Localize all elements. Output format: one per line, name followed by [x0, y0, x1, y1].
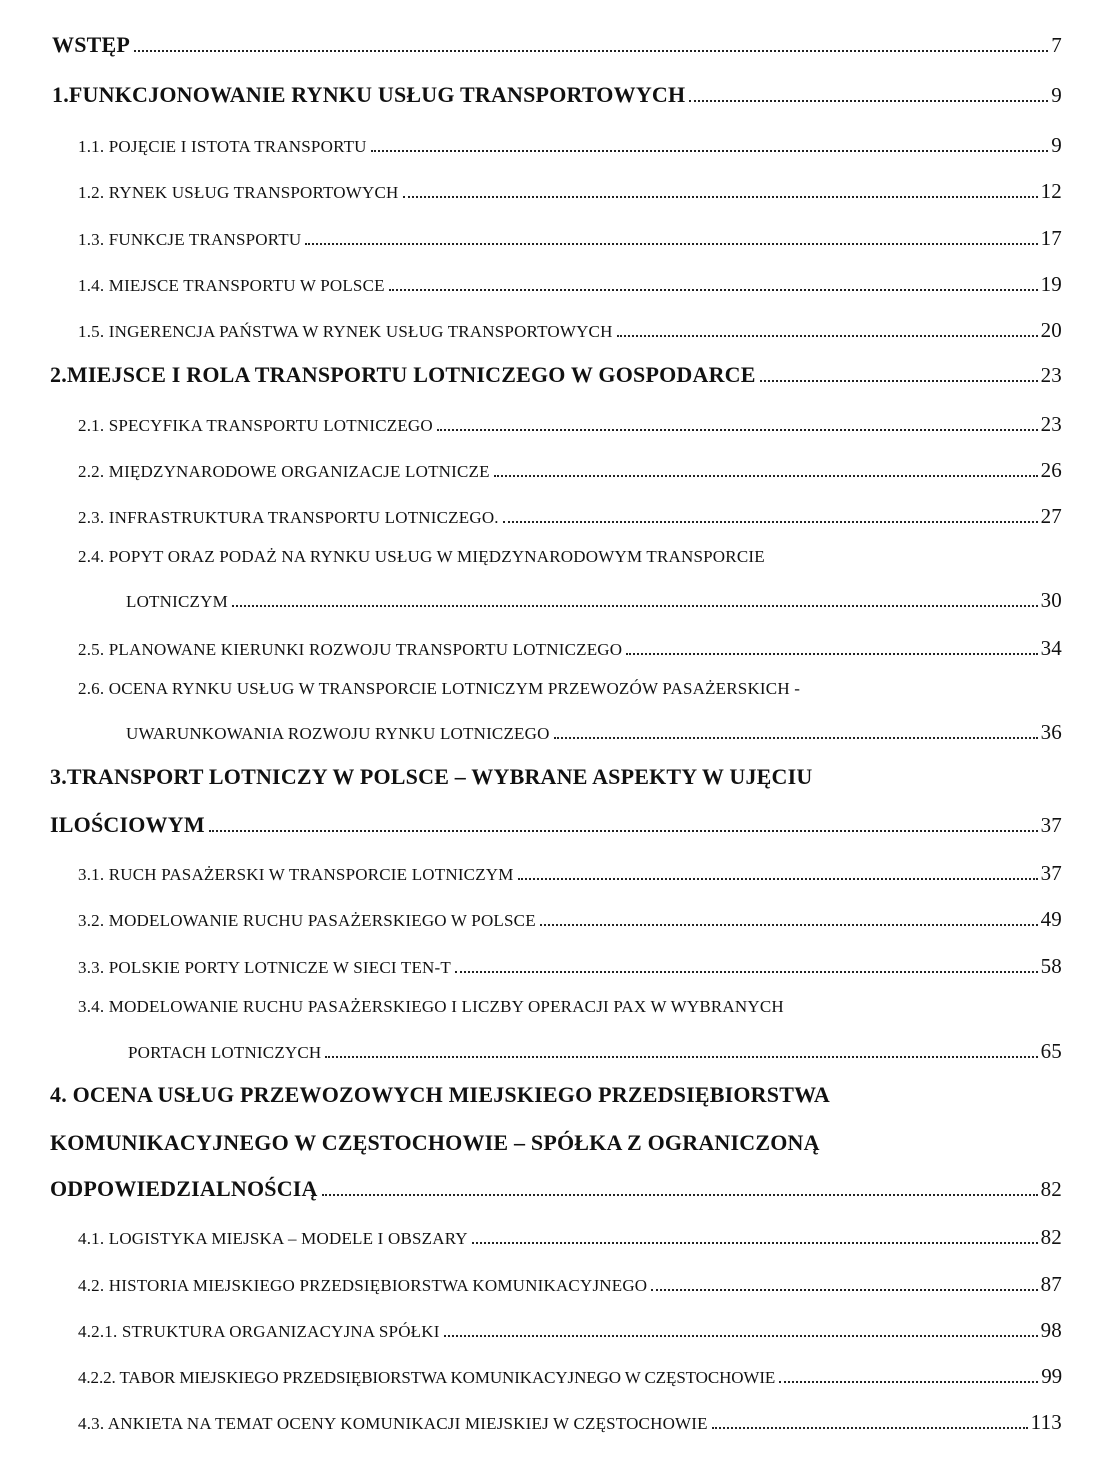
toc-entry-2-4 — [126, 583, 1062, 617]
toc-entry-page: 17 — [1040, 226, 1062, 250]
toc-entry-title: 2.2. MIĘDZYNARODOWE ORGANIZACJE LOTNICZE — [78, 462, 490, 481]
toc-entry-title: 1.3. FUNKCJE TRANSPORTU — [78, 230, 302, 249]
toc-entry-2-6-line-1: 2.6. OCENA RYNKU USŁUG W TRANSPORCIE LOTNICZYM PRZEWOZÓW PASAŻERSKICH - — [78, 679, 801, 698]
toc-entry-chapter-3 — [50, 808, 1062, 842]
toc-entry-page: 27 — [1040, 504, 1062, 528]
toc-entry-title: 4.3. ANKIETA NA TEMAT OCENY KOMUNIKACJI MIEJSKIEJ W CZĘSTOCHOWIE — [78, 1414, 708, 1433]
toc-entry-title: 3.1. RUCH PASAŻERSKI W TRANSPORCIE LOTNICZYM — [78, 865, 514, 884]
dot-leader — [403, 196, 1038, 198]
dot-leader — [455, 971, 1038, 973]
toc-entry-chapter-2 — [50, 358, 1062, 392]
toc-entry-page: 23 — [1040, 363, 1062, 387]
dot-leader — [617, 335, 1038, 337]
dot-leader — [503, 521, 1038, 523]
toc-entry-page: 23 — [1040, 412, 1062, 436]
toc-entry-2-4-line-1: 2.4. POPYT ORAZ PODAŻ NA RYNKU USŁUG W MIĘDZYNARODOWYM TRANSPORCIE — [78, 547, 765, 566]
toc-entry-title: 4.1. LOGISTYKA MIEJSKA – MODELE I OBSZARY — [78, 1229, 468, 1248]
dot-leader — [540, 924, 1038, 926]
toc-entry-page: 20 — [1040, 318, 1062, 342]
dot-leader — [779, 1381, 1038, 1383]
dot-leader — [134, 50, 1048, 52]
toc-entry-page: 9 — [1051, 133, 1062, 157]
toc-entry-1-5 — [78, 313, 1062, 347]
toc-entry-title: 4.2.1. STRUKTURA ORGANIZACYJNA SPÓŁKI — [78, 1322, 440, 1341]
toc-entry-page: 36 — [1040, 720, 1062, 744]
toc-entry-chapter-3-line-1: 3.TRANSPORT LOTNICZY W POLSCE – WYBRANE ASPEKTY W UJĘCIU — [50, 764, 813, 789]
toc-entry-3-4 — [128, 1034, 1062, 1068]
toc-entry-title: 4.2. HISTORIA MIEJSKIEGO PRZEDSIĘBIORSTWA KOMUNIKACYJNEGO — [78, 1276, 648, 1295]
dot-leader — [554, 737, 1038, 739]
dot-leader — [389, 289, 1038, 291]
dot-leader — [712, 1427, 1028, 1429]
toc-entry-title: 1.2. RYNEK USŁUG TRANSPORTOWYCH — [78, 183, 399, 202]
toc-entry-3-3 — [78, 949, 1062, 983]
toc-entry-3-4-line-1: 3.4. MODELOWANIE RUCHU PASAŻERSKIEGO I LICZBY OPERACJI PAX W WYBRANYCH — [78, 997, 784, 1016]
toc-entry-1-1 — [78, 128, 1062, 162]
dot-leader — [371, 150, 1049, 152]
dot-leader — [232, 605, 1038, 607]
dot-leader — [689, 100, 1048, 102]
toc-entry-page: 30 — [1040, 588, 1062, 612]
dot-leader — [437, 429, 1038, 431]
toc-entry-introduction — [52, 28, 1062, 62]
toc-entry-2-3 — [78, 499, 1062, 533]
dot-leader — [444, 1335, 1038, 1337]
toc-entry-page: 113 — [1030, 1410, 1062, 1434]
dot-leader — [305, 243, 1037, 245]
dot-leader — [760, 380, 1038, 382]
toc-entry-page: 49 — [1040, 907, 1062, 931]
toc-entry-title: 3.3. POLSKIE PORTY LOTNICZE W SIECI TEN-T — [78, 958, 451, 977]
dot-leader — [651, 1289, 1037, 1291]
toc-entry-2-6 — [126, 715, 1062, 749]
toc-entry-title: LOTNICZYM — [126, 592, 228, 611]
toc-entry-title: 1.5. INGERENCJA PAŃSTWA W RYNEK USŁUG TRANSPORTOWYCH — [78, 322, 613, 341]
toc-entry-page: 37 — [1040, 861, 1062, 885]
toc-entry-title: 2.MIEJSCE I ROLA TRANSPORTU LOTNICZEGO W GOSPODARCE — [50, 362, 756, 387]
toc-entry-chapter-4-line-2: KOMUNIKACYJNEGO W CZĘSTOCHOWIE – SPÓŁKA Z OGRANICZONĄ — [50, 1130, 820, 1155]
toc-entry-4-3 — [78, 1405, 1062, 1439]
dot-leader — [472, 1242, 1038, 1244]
toc-entry-page: 9 — [1051, 83, 1062, 107]
toc-entry-title: ODPOWIEDZIALNOŚCIĄ — [50, 1176, 318, 1201]
toc-entry-4-2-1 — [78, 1313, 1062, 1347]
dot-leader — [209, 830, 1038, 832]
toc-entry-page: 7 — [1051, 33, 1062, 57]
toc-entry-3-2 — [78, 902, 1062, 936]
toc-entry-page: 12 — [1040, 179, 1062, 203]
toc-entry-title: 2.3. INFRASTRUKTURA TRANSPORTU LOTNICZEGO. — [78, 508, 499, 527]
dot-leader — [518, 878, 1038, 880]
toc-entry-page: 98 — [1040, 1318, 1062, 1342]
toc-entry-page: 65 — [1040, 1039, 1062, 1063]
toc-entry-chapter-4-line-1: 4. OCENA USŁUG PRZEWOZOWYCH MIEJSKIEGO PRZEDSIĘBIORSTWA — [50, 1082, 830, 1107]
toc-entry-title: 3.2. MODELOWANIE RUCHU PASAŻERSKIEGO W POLSCE — [78, 911, 536, 930]
dot-leader — [494, 475, 1038, 477]
toc-entry-chapter-4 — [50, 1172, 1062, 1206]
dot-leader — [325, 1056, 1037, 1058]
toc-entry-page: 82 — [1040, 1225, 1062, 1249]
toc-entry-title: 1.1. POJĘCIE I ISTOTA TRANSPORTU — [78, 137, 367, 156]
toc-entry-page: 99 — [1041, 1364, 1062, 1388]
toc-entry-page: 82 — [1040, 1177, 1062, 1201]
toc-entry-title: UWARUNKOWANIA ROZWOJU RYNKU LOTNICZEGO — [126, 724, 550, 743]
toc-entry-2-5 — [78, 631, 1062, 665]
toc-entry-4-2-2 — [78, 1359, 1062, 1393]
toc-entry-1-3 — [78, 221, 1062, 255]
toc-entry-page: 87 — [1040, 1272, 1062, 1296]
toc-entry-chapter-1 — [52, 78, 1062, 112]
toc-entry-page: 37 — [1040, 813, 1062, 837]
toc-entry-title: 2.5. PLANOWANE KIERUNKI ROZWOJU TRANSPORTU LOTNICZEGO — [78, 640, 623, 659]
toc-entry-title: WSTĘP — [52, 32, 131, 57]
toc-entry-page: 19 — [1040, 272, 1062, 296]
toc-entry-title: ILOŚCIOWYM — [50, 812, 205, 837]
toc-entry-4-1 — [78, 1220, 1062, 1254]
toc-entry-title: PORTACH LOTNICZYCH — [128, 1043, 322, 1062]
toc-entry-1-4 — [78, 267, 1062, 301]
toc-entry-title: 1.FUNKCJONOWANIE RYNKU USŁUG TRANSPORTOWYCH — [52, 82, 686, 107]
toc-entry-page: 34 — [1040, 636, 1062, 660]
dot-leader — [626, 653, 1037, 655]
toc-entry-title: 2.1. SPECYFIKA TRANSPORTU LOTNICZEGO — [78, 416, 433, 435]
toc-entry-1-2 — [78, 174, 1062, 208]
toc-entry-3-1 — [78, 856, 1062, 890]
toc-entry-title: 4.2.2. TABOR MIEJSKIEGO PRZEDSIĘBIORSTWA KOMUNIKACYJNEGO W CZĘSTOCHOWIE — [78, 1368, 776, 1387]
toc-entry-page: 58 — [1040, 954, 1062, 978]
dot-leader — [322, 1194, 1038, 1196]
toc-entry-2-1 — [78, 407, 1062, 441]
toc-entry-2-2 — [78, 453, 1062, 487]
toc-entry-title: 1.4. MIEJSCE TRANSPORTU W POLSCE — [78, 276, 385, 295]
toc-entry-page: 26 — [1040, 458, 1062, 482]
toc-entry-4-2 — [78, 1267, 1062, 1301]
